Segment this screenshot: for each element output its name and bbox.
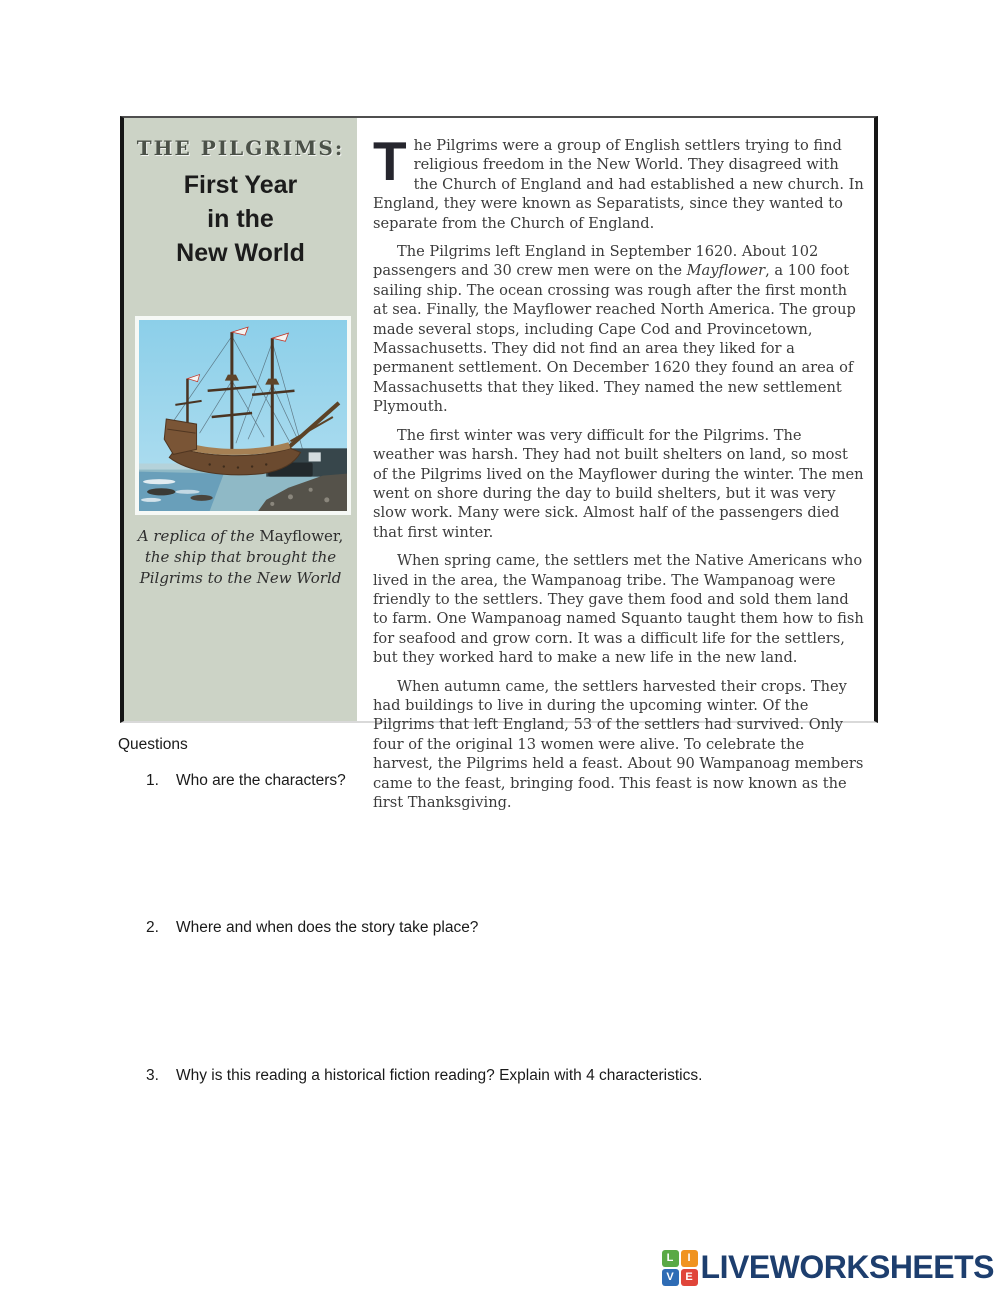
logo-tile-e: E bbox=[681, 1269, 698, 1286]
logo-tile-v: V bbox=[662, 1269, 679, 1286]
logo-tile-i: I bbox=[681, 1250, 698, 1267]
question-2 bbox=[146, 919, 478, 937]
question-1-number: 1. bbox=[146, 772, 159, 789]
questions-heading: Questions bbox=[118, 736, 188, 753]
question-1-text: Who are the characters? bbox=[176, 772, 346, 789]
question-3 bbox=[146, 1067, 702, 1085]
passage-body bbox=[373, 130, 866, 821]
mayflower-ship-illustration bbox=[139, 320, 347, 511]
mayflower-photo bbox=[135, 316, 351, 515]
passage-title bbox=[124, 168, 357, 270]
drop-cap: T bbox=[373, 130, 407, 192]
liveworksheets-logo-icon bbox=[662, 1250, 698, 1286]
passage-title-line-2: in the bbox=[207, 205, 274, 233]
passage-paragraph-3: The first winter was very difficult for the Pilgrims. The weather was harsh. They had not built shelters on land, so most of the Pilgrims lived on the Mayflower during the winter. The men went on shore during the day to build shelters, but it was very slow work. Many were sick. Almost half of the passengers died that first winter. bbox=[373, 426, 864, 541]
passage-paragraph-5: When autumn came, the settlers harvested their crops. They had buildings to live in during the upcoming winter. Of the Pilgrims that left England, 53 of the settlers had survived. Only four of the original 13 women were alive. To celebrate the harvest, the Pilgrims held a feast. About 90 Wampanoag members came to the feast, bringing food. This feast is now known as the first Thanksgiving. bbox=[373, 677, 864, 811]
passage-title-line-1: First Year bbox=[183, 171, 298, 199]
passage-title-line-3: New World bbox=[176, 239, 305, 267]
question-3-text: Why is this reading a historical fiction reading? Explain with 4 characteristics. bbox=[176, 1067, 703, 1084]
liveworksheets-logo-text: LIVEWORKSHEETS bbox=[700, 1249, 994, 1285]
question-2-text: Where and when does the story take place? bbox=[176, 919, 479, 936]
question-2-number: 2. bbox=[146, 919, 159, 936]
passage-paragraph-1: The Pilgrims were a group of English settlers trying to find religious freedom in the New World. They disagreed with the Church of England and had established a new church. In England, they were known as Separatists, since they wanted to separate from the Church of England. bbox=[373, 130, 864, 232]
passage-paragraph-2: The Pilgrims left England in September 1620. About 102 passengers and 30 crew men were on the Mayflower, a 100 foot sailing ship. The ocean crossing was rough after the first month at sea. Finally, the Mayflower reached North America. The group made several stops, including Cape Cod and Provincetown, Massachusetts. They did not find an area they liked for a permanent settlement. On December 1620 they found an area of Massachusetts that they liked. They named the new settlement Plymouth. bbox=[373, 243, 856, 416]
passage-paragraph-4: When spring came, the settlers met the Native Americans who lived in the area, the Wampanoag tribe. The Wampanoag were friendly to the settlers. They gave them food and sold them land to farm. One Wampanoag named Squanto taught them how to fish for seafood and grow corn. It was a difficult life for the settlers, but they worked hard to make a new life in the new land. bbox=[373, 552, 864, 667]
passage-sidebar bbox=[124, 118, 357, 721]
question-1 bbox=[146, 772, 346, 790]
logo-tile-l: L bbox=[662, 1250, 679, 1267]
passage-kicker: THE PILGRIMS: bbox=[136, 136, 345, 160]
photo-caption: A replica of the Mayflower, the ship that brought the Pilgrims to the New World bbox=[137, 527, 344, 587]
liveworksheets-logo[interactable] bbox=[662, 1249, 994, 1286]
question-3-number: 3. bbox=[146, 1067, 159, 1084]
